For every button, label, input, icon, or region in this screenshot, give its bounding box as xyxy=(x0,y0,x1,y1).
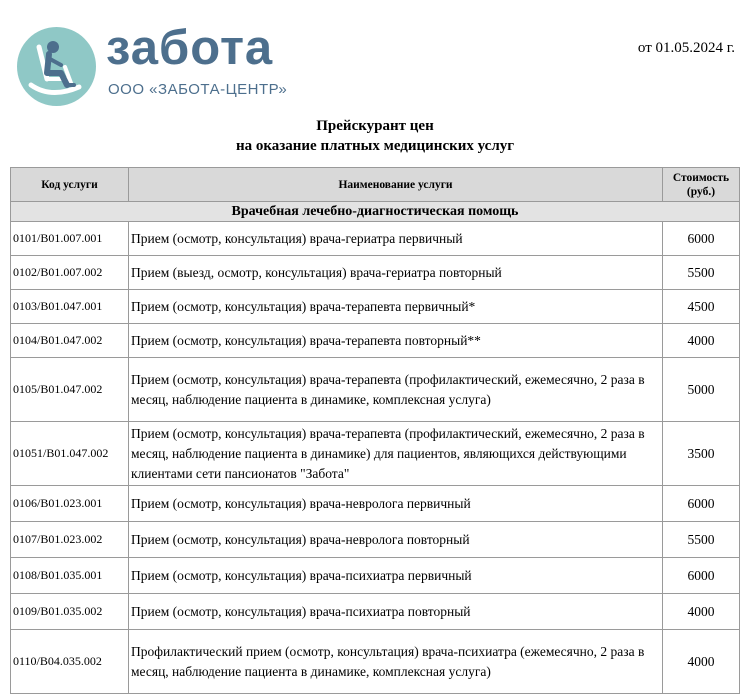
service-name: Прием (осмотр, консультация) врача-терапевта (профилактический, ежемесячно, 2 раза в месяц, наблюдение пациента в динамике) для пациентов, являющихся действующими клиентами сети пансионатов "Забота" xyxy=(129,422,663,486)
column-header-name: Наименование услуги xyxy=(129,168,663,202)
service-name: Прием (осмотр, консультация) врача-невролога повторный xyxy=(129,522,663,558)
page-header xyxy=(0,0,750,110)
document-title: Прейскурант цен xyxy=(316,118,434,134)
service-name: Прием (осмотр, консультация) врача-терапевта (профилактический, ежемесячно, 2 раза в месяц, наблюдение пациента в динамике, комплексная услуга) xyxy=(129,358,663,422)
service-name: Прием (выезд, осмотр, консультация) врача-гериатра повторный xyxy=(129,256,663,290)
company-name: ООО «ЗАБОТА-ЦЕНТР» xyxy=(108,81,288,98)
service-price: 6000 xyxy=(663,558,740,594)
table-row xyxy=(11,256,740,290)
service-price: 5500 xyxy=(663,256,740,290)
service-price: 5500 xyxy=(663,522,740,558)
brand-logo-text: забота xyxy=(106,21,274,75)
service-price: 6000 xyxy=(663,486,740,522)
section-title: Врачебная лечебно-диагностическая помощь xyxy=(11,202,740,222)
service-code: 0105/B01.047.002 xyxy=(11,358,129,422)
column-header-code: Код услуги xyxy=(11,168,129,202)
service-code: 0106/B01.023.001 xyxy=(11,486,129,522)
service-price: 3500 xyxy=(663,422,740,486)
service-code: 0104/B01.047.002 xyxy=(11,324,129,358)
service-code: 0110/B04.035.002 xyxy=(11,630,129,694)
document-date: от 01.05.2024 г. xyxy=(637,40,735,56)
service-name: Прием (осмотр, консультация) врача-терапевта первичный* xyxy=(129,290,663,324)
service-code: 0103/B01.047.001 xyxy=(11,290,129,324)
section-row xyxy=(11,202,740,222)
table-row xyxy=(11,358,740,422)
service-code: 0107/B01.023.002 xyxy=(11,522,129,558)
service-code: 0109/B01.035.002 xyxy=(11,594,129,630)
service-price: 4000 xyxy=(663,630,740,694)
service-code: 0108/B01.035.001 xyxy=(11,558,129,594)
table-row xyxy=(11,324,740,358)
table-header-row xyxy=(11,168,740,202)
table-row xyxy=(11,594,740,630)
table-row xyxy=(11,290,740,324)
service-name: Прием (осмотр, консультация) врача-невролога первичный xyxy=(129,486,663,522)
table-row xyxy=(11,522,740,558)
service-price: 4000 xyxy=(663,594,740,630)
table-row xyxy=(11,486,740,522)
table-row xyxy=(11,630,740,694)
price-table xyxy=(10,167,740,694)
service-price: 4000 xyxy=(663,324,740,358)
rocking-chair-elder-icon xyxy=(17,27,96,106)
table-row xyxy=(11,422,740,486)
service-code: 0102/B01.007.002 xyxy=(11,256,129,290)
service-name: Профилактический прием (осмотр, консультация) врача-психиатра (ежемесячно, 2 раза в месяц, наблюдение пациента в динамике, комплексная услуга) xyxy=(129,630,663,694)
table-row xyxy=(11,558,740,594)
service-price: 6000 xyxy=(663,222,740,256)
service-name: Прием (осмотр, консультация) врача-терапевта повторный** xyxy=(129,324,663,358)
column-header-price: Стоимость (руб.) xyxy=(663,168,740,202)
document-subtitle: на оказание платных медицинских услуг xyxy=(235,138,515,154)
service-name: Прием (осмотр, консультация) врача-гериатра первичный xyxy=(129,222,663,256)
service-name: Прием (осмотр, консультация) врача-психиатра первичный xyxy=(129,558,663,594)
table-row xyxy=(11,222,740,256)
service-name: Прием (осмотр, консультация) врача-психиатра повторный xyxy=(129,594,663,630)
service-code: 01051/B01.047.002 xyxy=(11,422,129,486)
service-price: 4500 xyxy=(663,290,740,324)
service-price: 5000 xyxy=(663,358,740,422)
service-code: 0101/B01.007.001 xyxy=(11,222,129,256)
